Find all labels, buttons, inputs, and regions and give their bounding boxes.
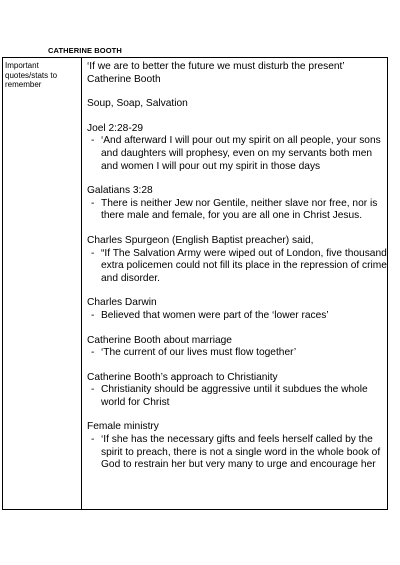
- bullet-item: [87, 347, 389, 360]
- intro-quote-line: ‘If we are to better the future we must disturb the present’: [87, 61, 345, 72]
- bullet-marker: -: [91, 197, 95, 209]
- section-heading: Catherine Booth about marriage: [87, 334, 232, 346]
- bullet-text: Christianity should be aggressive until it subdues the whole world for Christ: [101, 384, 368, 408]
- bullet-marker: -: [91, 347, 95, 359]
- section-heading: Catherine Booth’s approach to Christianity: [87, 371, 278, 383]
- slogan-block: [87, 98, 389, 111]
- notes-content: [87, 61, 389, 484]
- notes-table: [2, 57, 388, 510]
- note-section: [87, 185, 389, 223]
- bullet-marker: -: [91, 247, 95, 259]
- note-section: [87, 297, 389, 322]
- note-section: [87, 235, 389, 285]
- bullet-marker: -: [91, 135, 95, 147]
- bullet-item: [87, 310, 389, 323]
- bullet-text: “If The Salvation Army were wiped out of London, five thousand extra policemen could not fill its place in the repression of crime and disorder.: [101, 247, 387, 284]
- row-label: Important quotes/stats to remember: [5, 61, 58, 89]
- note-section: [87, 372, 389, 410]
- section-heading: Charles Spurgeon (English Baptist preacher) said,: [87, 234, 314, 246]
- bullet-text: ‘And afterward I will pour out my spirit on all people, your sons and daughters will prophesy, even on my servants both men and women I will pour out my spirit in those days: [101, 135, 381, 172]
- note-section: [87, 123, 389, 173]
- note-section: [87, 335, 389, 360]
- intro-quote: [87, 61, 389, 86]
- section-heading: Female ministry: [87, 421, 159, 433]
- intro-quote-attribution: Catherine Booth: [87, 73, 161, 85]
- bullet-text: There is neither Jew nor Gentile, neither slave nor free, nor is there male and female, for you are all one in Christ Jesus.: [101, 197, 378, 222]
- bullet-item: [87, 135, 389, 173]
- section-heading: Joel 2:28-29: [87, 122, 144, 134]
- note-section: [87, 421, 389, 471]
- bullet-marker: -: [91, 384, 95, 396]
- section-heading: Charles Darwin: [87, 297, 157, 309]
- bullet-item: [87, 198, 389, 223]
- slogan: Soup, Soap, Salvation: [87, 98, 188, 110]
- bullet-text: Believed that women were part of the ‘lower races’: [101, 309, 329, 321]
- document-title: CATHERINE BOOTH: [48, 46, 122, 55]
- bullet-text: ‘If she has the necessary gifts and feels herself called by the spirit to preach, there is not a single word in the whole book of God to restrain her but very many to urge and encourage her: [101, 434, 381, 471]
- bullet-item: [87, 248, 389, 286]
- bullet-marker: -: [91, 309, 95, 321]
- section-heading: Galatians 3:28: [87, 185, 153, 197]
- column-divider: [81, 58, 82, 509]
- bullet-item: [87, 384, 389, 409]
- bullet-marker: -: [91, 434, 95, 446]
- bullet-text: ‘The current of our lives must flow together’: [101, 347, 297, 359]
- bullet-item: [87, 434, 389, 472]
